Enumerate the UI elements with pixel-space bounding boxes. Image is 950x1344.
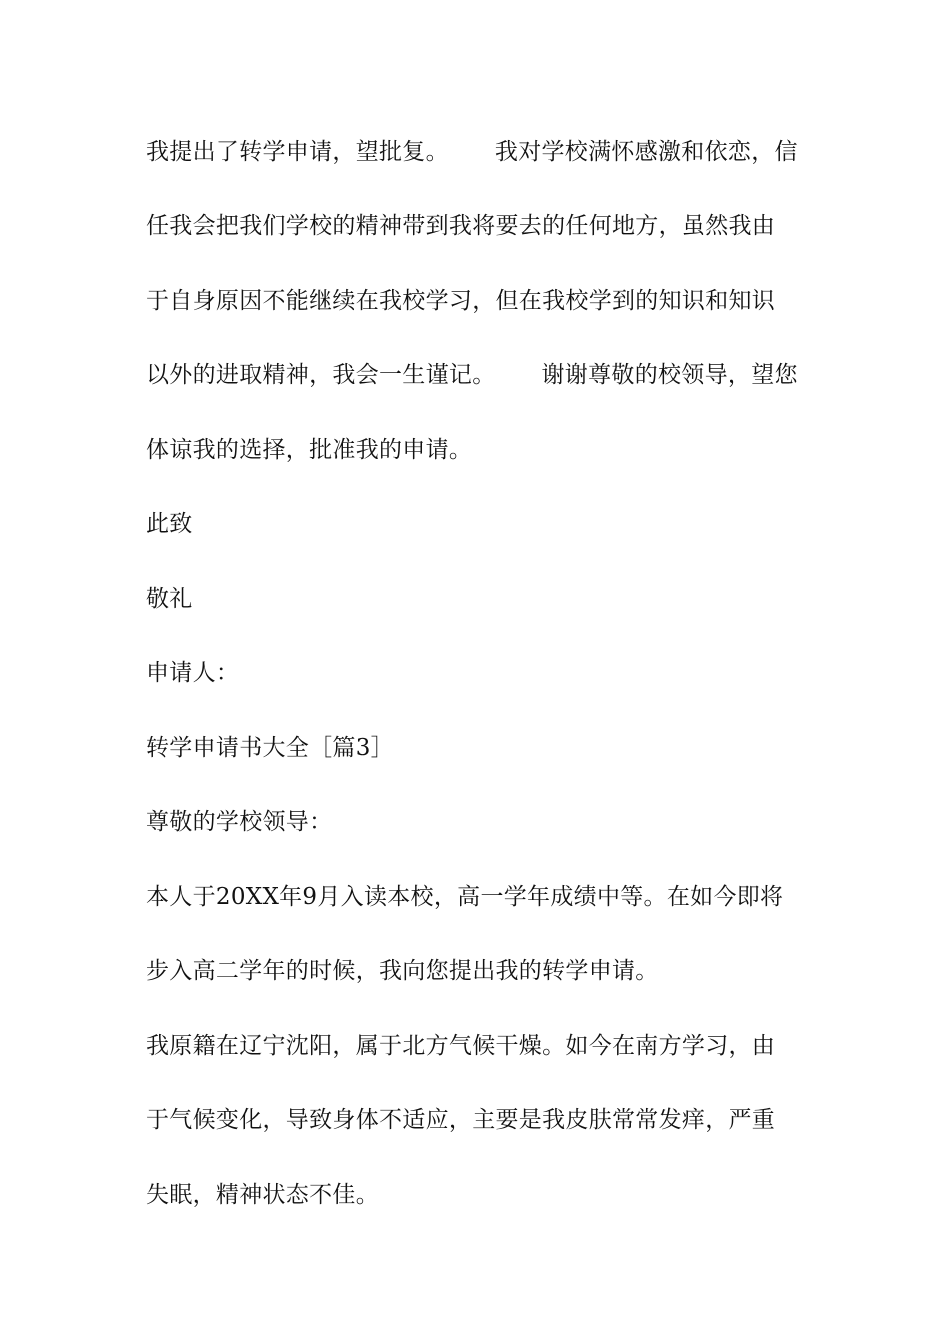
text-line: 步入高二学年的时候，我向您提出我的转学申请。 bbox=[146, 958, 659, 984]
closing-line: 敬礼 bbox=[146, 586, 193, 612]
text-segment: 我对学校满怀感激和依恋，信 bbox=[494, 139, 798, 165]
text-line: 失眠，精神状态不佳。 bbox=[146, 1182, 379, 1208]
text-segment: 谢谢尊敬的校领导，望您 bbox=[541, 362, 798, 388]
text-line: 于自身原因不能继续在我校学习，但在我校学到的知识和知识 bbox=[146, 288, 776, 314]
section-heading: 转学申请书大全［篇3］ bbox=[146, 735, 394, 761]
text-line: 本人于20XX年9月入读本校，高一学年成绩中等。在如今即将 bbox=[146, 884, 784, 910]
text-line bbox=[146, 137, 806, 167]
closing-line: 此致 bbox=[146, 511, 193, 537]
text-line: 任我会把我们学校的精神带到我将要去的任何地方，虽然我由 bbox=[146, 213, 776, 239]
text-line: 体谅我的选择，批准我的申请。 bbox=[146, 437, 473, 463]
text-line bbox=[146, 360, 806, 390]
text-line: 于气候变化，导致身体不适应，主要是我皮肤常常发痒，严重 bbox=[146, 1107, 776, 1133]
text-line: 我原籍在辽宁沈阳，属于北方气候干燥。如今在南方学习，由 bbox=[146, 1033, 776, 1059]
text-segment: 我提出了转学申请，望批复。 bbox=[146, 139, 449, 165]
salutation: 尊敬的学校领导： bbox=[146, 809, 333, 835]
applicant-line: 申请人： bbox=[146, 660, 240, 686]
text-segment: 以外的进取精神，我会一生谨记。 bbox=[146, 362, 496, 388]
